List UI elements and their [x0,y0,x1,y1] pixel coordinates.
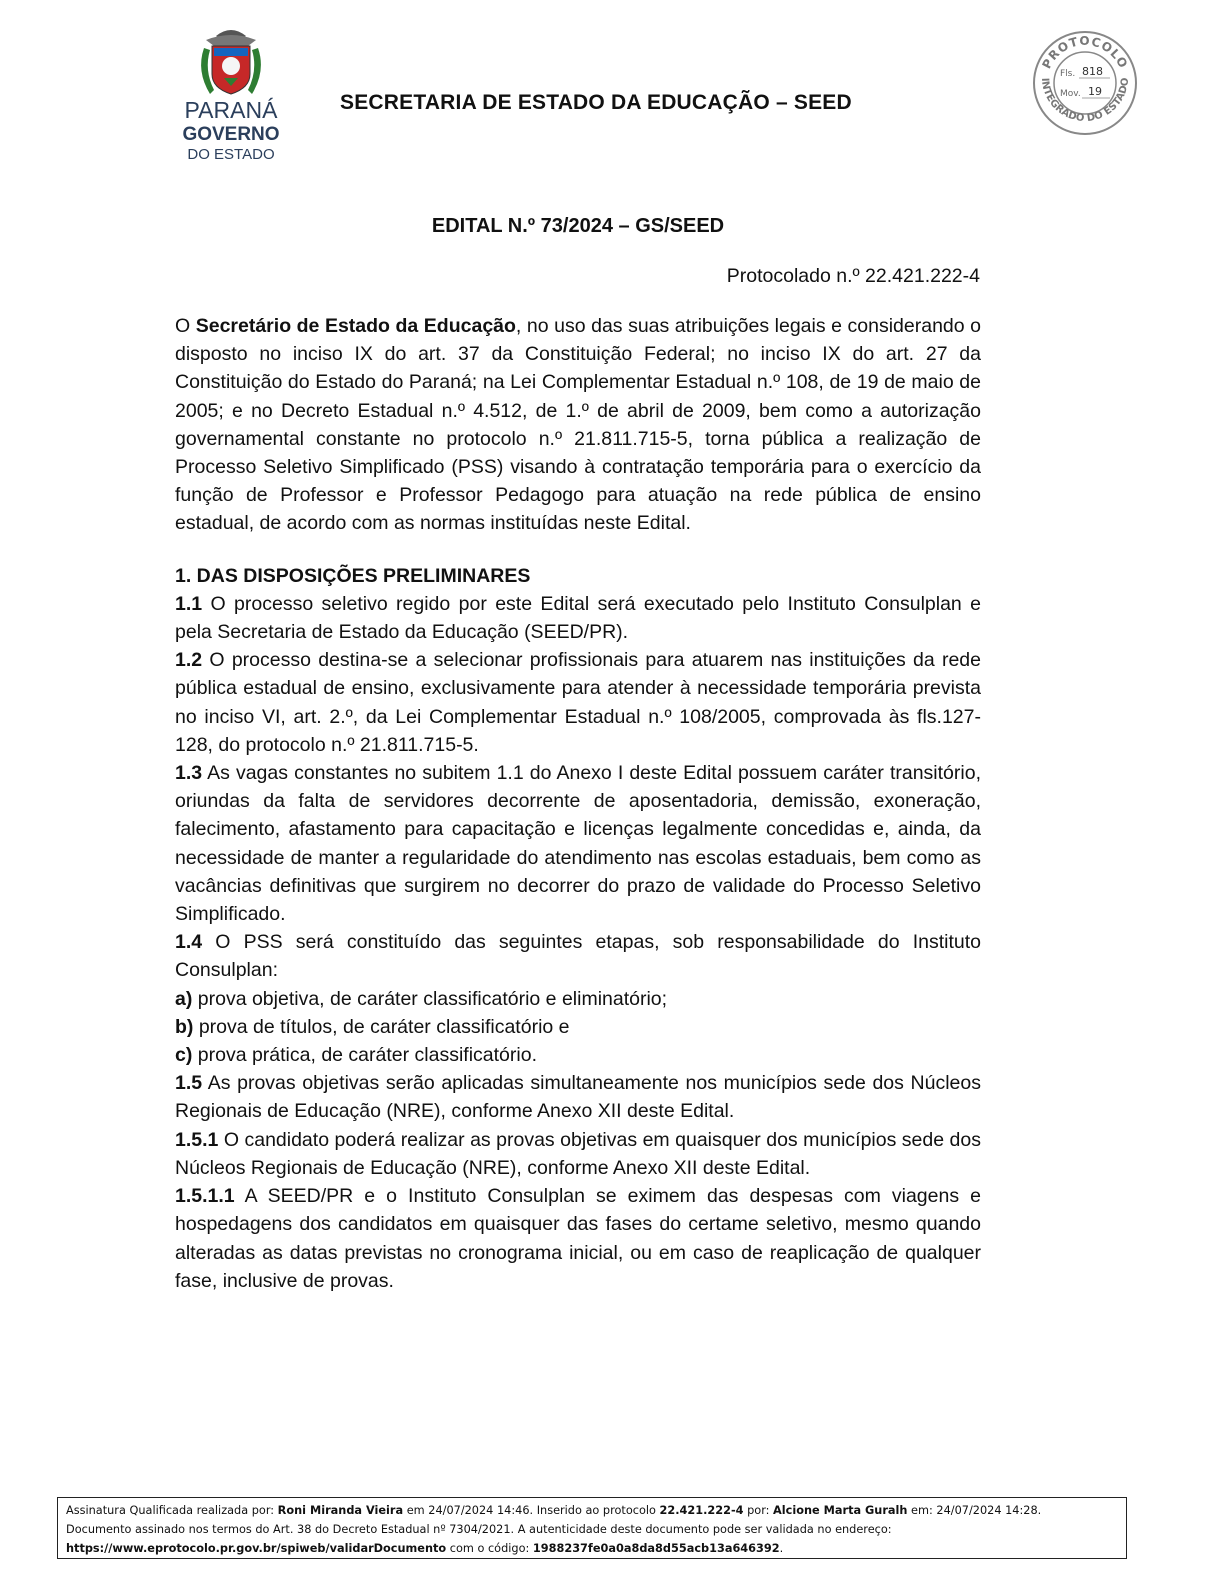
svg-text:PROTOCOLO: PROTOCOLO [1039,34,1131,71]
svg-text:Fls.: Fls. [1060,69,1076,79]
svg-text:INTEGRADO DO ESTADO: INTEGRADO DO ESTADO [1038,77,1132,125]
protocol-stamp [1030,28,1140,138]
list-item: 1.5 As provas objetivas serão aplicadas simultaneamente nos municípios sede dos Núcleos Regionais de Educação (NRE), conforme Anexo XII deste Edital. [175,1072,981,1123]
svg-text:GOVERNO: GOVERNO [182,124,280,145]
stamp-fls-value: 818 [1082,65,1103,78]
svg-text:DO ESTADO: DO ESTADO [187,146,275,163]
list-item: a) prova objetiva, de caráter classificatório e eliminatório; [175,987,668,1010]
document-title: EDITAL N.º 73/2024 – GS/SEED [431,215,725,237]
svg-text:Mov.: Mov. [1060,89,1081,99]
footer-line-2: Documento assinado nos termos do Art. 38 do Decreto Estadual nº 7304/2021. A autenticidade deste documento pode ser validada no endereço: [66,1523,892,1536]
list-item: c) prova prática, de caráter classificatório. [175,1044,537,1067]
parana-coat-of-arms-icon [201,30,261,94]
footer-line-1: Assinatura Qualificada realizada por: Roni Miranda Vieira em 24/07/2024 14:46. Inserido ao protocolo 22.421.222-4 por: Alcione Marta Guralh em: 24/07/2024 14:28. [66,1504,1042,1517]
page-header-title: SECRETARIA DE ESTADO DA EDUCAÇÃO – SEED [340,91,852,114]
parana-government-logo [176,26,286,164]
list-item: 1.1 O processo seletivo regido por este Edital será executado pelo Instituto Consulplan e pela Secretaria de Estado da Educação (SEED/PR). [175,592,981,644]
signature-footer [57,1497,1127,1559]
document-body [175,312,981,1295]
list-item: b) prova de títulos, de caráter classificatório e [175,1015,570,1038]
list-item: 1.5.1 O candidato poderá realizar as provas objetivas em quaisquer dos municípios sede dos Núcleos Regionais de Educação (NRE), conforme Anexo XII deste Edital. [175,1128,981,1179]
list-item: 1.3 As vagas constantes no subitem 1.1 do Anexo I deste Edital possuem caráter transitório, oriundas da falta de servidores decorrente de aposentadoria, demissão, exoneração, falecimento, afastamento para capacitação e licenças legalmente concedidas e, ainda, da necessidade de manter a regularidade do atendimento nas escolas estaduais, bem como as vacâncias definitivas que surgirem no decorrer do prazo de validade do Processo Seletivo Simplificado. [175,762,981,926]
list-item: 1.4 O PSS será constituído das seguintes etapas, sob responsabilidade do Instituto Consulplan: [175,931,981,982]
validation-link[interactable]: https://www.eprotocolo.pr.gov.br/spiweb/validarDocumento [66,1542,447,1555]
protocol-number: Protocolado n.º 22.421.222-4 [726,265,980,287]
svg-text:PARANÁ: PARANÁ [184,97,278,123]
stamp-mov-value: 19 [1088,85,1102,98]
list-item: 1.5.1.1 A SEED/PR e o Instituto Consulplan se eximem das despesas com viagens e hospedagens dos candidatos em quaisquer das fases do certame seletivo, mesmo quando alteradas as datas previstas no cronograma inicial, ou em caso de reaplicação de qualquer fase, inclusive de provas. [175,1185,981,1292]
intro-paragraph: O Secretário de Estado da Educação, no uso das suas atribuições legais e considerando o disposto no inciso IX do art. 37 da Constituição Federal; no inciso IX do art. 27 da Constituição do Estado do Paraná; na Lei Complementar Estadual n.º 108, de 19 de maio de 2005; e no Decreto Estadual n.º 4.512, de 1.º de abril de 2009, bem como a autorização governamental constante no protocolo n.º 21.811.715-5, torna pública a realização de Processo Seletivo Simplificado (PSS) visando à contratação temporária para o exercício da função de Professor e Professor Pedagogo para atuação na rede pública de ensino estadual, de acordo com as normas instituídas neste Edital. [175,315,981,535]
section-heading: 1. DAS DISPOSIÇÕES PRELIMINARES [175,564,531,587]
validation-code: 1988237fe0a0a8da8d55acb13a646392 [532,1542,780,1555]
list-item: 1.2 O processo destina-se a selecionar profissionais para atuarem nas instituições da rede pública estadual de ensino, exclusivamente para atender à necessidade temporária prevista no inciso VI, art. 2.º, da Lei Complementar Estadual n.º 108/2005, comprovada às fls.127-128, do protocolo n.º 21.811.715-5. [175,649,981,756]
footer-line-3: https://www.eprotocolo.pr.gov.br/spiweb/validarDocumento com o código: 1988237fe0a0a8da8d55acb13a646392. [66,1542,784,1555]
